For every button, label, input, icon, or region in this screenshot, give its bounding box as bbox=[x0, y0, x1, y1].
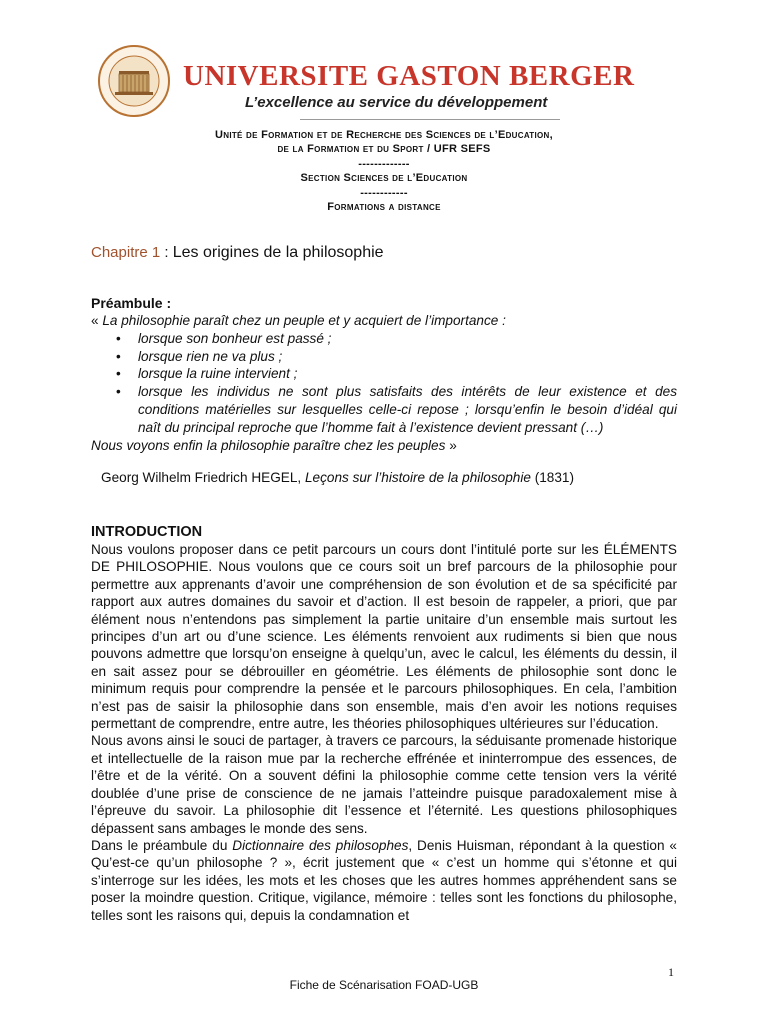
citation-author: Georg Wilhelm Friedrich HEGEL, bbox=[101, 470, 305, 485]
paragraph-text: Dans le préambule du bbox=[91, 837, 233, 853]
quote-bullet: • lorsque les individus ne sont plus satisfaits des intérêts de leur existence et des conditions matérielles sur lesquelles celle-ci repose ; lorsqu’enfin le besoin d’idéal qui naît du principal reproche que l’homme fait à l’existence devient pressant (…) bbox=[138, 383, 677, 436]
ufr-line-2: de la Formation et du Sport / UFR SEFS bbox=[277, 143, 491, 156]
quote-intro: La philosophie paraît chez un peuple et y acquiert de l’importance : bbox=[102, 313, 506, 328]
ufr-block bbox=[0, 128, 768, 214]
preamble-quote bbox=[91, 312, 677, 454]
ufr-formations: Formations a distance bbox=[327, 201, 441, 214]
page-footer: Fiche de Scénarisation FOAD-UGB bbox=[289, 978, 479, 992]
paragraph: Nous avons ainsi le souci de partager, à travers ce parcours, la séduisante promenade historique et intellectuelle de la raison mue par la recherche effrénée et ininterrompue des essences, de l’être et de la vérité. On a souvent défini la philosophie comme cette tension vers la vérité doublée d’une prise de conscience de ne jamais l’atteindre puisque paradoxalement mise à l’épreuve du savoir. La philosophie dit l’essence et l’éternité. Les questions philosophiques dépassent sans ambages le monde des sens. bbox=[91, 733, 677, 836]
paragraph bbox=[91, 837, 677, 924]
chapter-label: Chapitre 1 bbox=[91, 244, 161, 261]
ufr-section: Section Sciences de l’Education bbox=[300, 172, 468, 185]
quote-closing: Nous voyons enfin la philosophie paraître chez les peuples bbox=[91, 437, 446, 453]
ufr-separator-1: ------------- bbox=[358, 157, 410, 170]
header-divider bbox=[300, 119, 560, 120]
quote-bullet: • lorsque rien ne va plus ; bbox=[138, 348, 677, 366]
introduction-body bbox=[91, 541, 677, 924]
chapter-heading bbox=[91, 244, 384, 262]
page-number: 1 bbox=[668, 965, 674, 979]
chapter-separator: : bbox=[160, 244, 173, 261]
citation-year: (1831) bbox=[530, 470, 574, 485]
university-tagline: L’excellence au service du développement bbox=[245, 94, 548, 111]
quote-bullet: • lorsque son bonheur est passé ; bbox=[138, 330, 677, 348]
quote-list bbox=[91, 330, 677, 437]
ufr-line-1: Unité de Formation et de Recherche des Sciences de l’Education, bbox=[215, 129, 553, 141]
quote-open-mark: « bbox=[91, 313, 103, 328]
chapter-title: Les origines de la philosophie bbox=[172, 244, 384, 261]
preamble-heading: Préambule : bbox=[91, 295, 172, 311]
introduction-heading: INTRODUCTION bbox=[91, 524, 203, 540]
university-header bbox=[95, 40, 710, 118]
quote-citation bbox=[101, 470, 574, 485]
citation-work: Leçons sur l’histoire de la philosophie bbox=[304, 470, 531, 485]
ufr-separator-2: ------------ bbox=[360, 186, 408, 199]
paragraph-text: , Denis Huisman, répondant à la question « Qu’est-ce qu’un philosophe ? », écrit justement que « c’est un homme qui s’étonne et qui s’interroge sur les idées, les mots et les choses que les autres hommes appréhendent sans se poser la moindre question. Critique, vigilance, mémoire : telles sont les fonctions du philosophe, telles sont les raisons qui, depuis la condamnation et bbox=[91, 837, 677, 923]
university-seal-logo bbox=[97, 44, 171, 118]
paragraph: Nous voulons proposer dans ce petit parcours un cours dont l’intitulé porte sur les ÉLÉMENTS DE PHILOSOPHIE. Nous voulons que ce cours soit un bref parcours de la philosophie pour permettre aux apprenants d’avoir une compréhension de son évolution et de sa spécificité par rapport aux autres domaines du savoir et d’action. Il est besoin de rappeler, a priori, que par élément nous n’entendons pas simplement la partie unitaire d’un ensemble mais surtout les principes d’un art ou d’une science. Les éléments renvoient aux rudiments si bien que nous pouvons admettre que lorsqu’on enseigne à quelqu’un, avec le calcul, les éléments du dessin, il en sait assez pour se débrouiller en géométrie. Les éléments de philosophie sont donc le minimum requis pour comprendre la pensée et le parcours philosophiques. En cela, l’ambition n’est pas de saisir la philosophie dans son ensemble, mais d’en avoir les notions requises permettant de comprendre, entre autre, les théories philosophiques ultérieures sur l’éducation. bbox=[91, 542, 677, 732]
quote-bullet: • lorsque la ruine intervient ; bbox=[138, 365, 677, 383]
university-name: UNIVERSITE GASTON BERGER bbox=[183, 60, 635, 92]
quote-close-mark: » bbox=[445, 437, 457, 453]
book-title: Dictionnaire des philosophes bbox=[232, 837, 409, 853]
